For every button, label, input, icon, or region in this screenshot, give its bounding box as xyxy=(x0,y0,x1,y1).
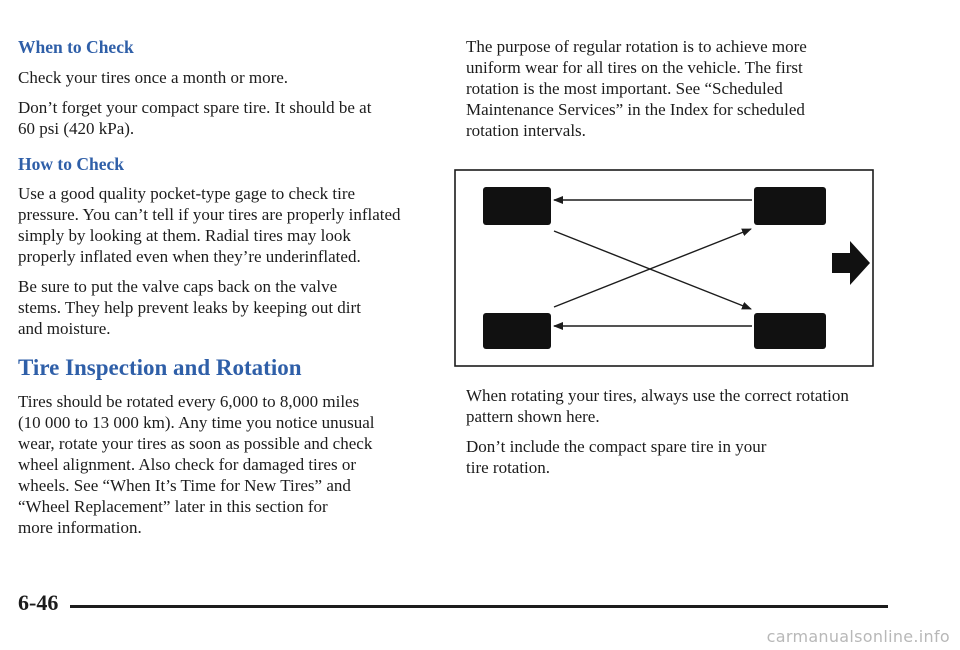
when-p2-line-2: 60 psi (420 kPa). xyxy=(18,119,135,138)
page-footer xyxy=(18,588,888,618)
rotation-paragraph xyxy=(18,391,438,538)
rotating-line-1: When rotating your tires, always use the correct rotation xyxy=(466,386,849,405)
purpose-line-3: rotation is the most important. See “Scheduled xyxy=(466,79,783,98)
purpose-line-2: uniform wear for all tires on the vehicle. The first xyxy=(466,58,803,77)
rotation-line-2: (10 000 to 13 000 km). Any time you notice unusual xyxy=(18,413,375,432)
front-right-tire xyxy=(754,187,826,225)
when-to-check-paragraph-1: Check your tires once a month or more. xyxy=(18,68,289,87)
how-to-check-heading: How to Check xyxy=(18,154,124,174)
spare-paragraph xyxy=(466,436,896,478)
how-p2-line-1: Be sure to put the valve caps back on the valve xyxy=(18,277,338,296)
how-to-check-paragraph-1 xyxy=(18,183,438,267)
how-p1-line-4: properly inflated even when they’re underinflated. xyxy=(18,247,361,266)
when-to-check-paragraph-2 xyxy=(18,97,438,139)
how-p1-line-3: simply by looking at them. Radial tires may look xyxy=(18,226,351,245)
how-p2-line-3: and moisture. xyxy=(18,319,111,338)
right-column xyxy=(466,36,896,478)
rotation-line-5: wheels. See “When It’s Time for New Tires” and xyxy=(18,476,351,495)
watermark: carmanualsonline.info xyxy=(766,627,950,646)
rotation-line-1: Tires should be rotated every 6,000 to 8,000 miles xyxy=(18,392,360,411)
left-column xyxy=(18,30,438,538)
purpose-line-1: The purpose of regular rotation is to achieve more xyxy=(466,37,807,56)
purpose-line-4: Maintenance Services” in the Index for scheduled xyxy=(466,100,805,119)
rotating-line-2: pattern shown here. xyxy=(466,407,600,426)
rotation-line-7: more information. xyxy=(18,518,142,537)
rear-left-tire xyxy=(483,313,551,349)
when-p2-line-1: Don’t forget your compact spare tire. It should be at xyxy=(18,98,372,117)
when-to-check-heading: When to Check xyxy=(18,37,134,57)
tire-inspection-rotation-title: Tire Inspection and Rotation xyxy=(18,355,302,380)
how-p2-line-2: stems. They help prevent leaks by keeping out dirt xyxy=(18,298,361,317)
tire-rotation-diagram xyxy=(454,169,874,367)
spare-line-2: tire rotation. xyxy=(466,458,551,477)
rear-right-tire xyxy=(754,313,826,349)
rotation-line-3: wear, rotate your tires as soon as possible and check xyxy=(18,434,373,453)
how-to-check-paragraph-2 xyxy=(18,276,438,339)
front-left-tire xyxy=(483,187,551,225)
rotation-line-4: wheel alignment. Also check for damaged tires or xyxy=(18,455,356,474)
how-p1-line-1: Use a good quality pocket-type gage to check tire xyxy=(18,184,356,203)
footer-rule xyxy=(70,605,888,608)
spare-line-1: Don’t include the compact spare tire in your xyxy=(466,437,767,456)
rotating-paragraph xyxy=(466,385,896,427)
page-number: 6-46 xyxy=(18,590,59,615)
rotation-pattern-svg xyxy=(454,169,874,367)
how-p1-line-2: pressure. You can’t tell if your tires are properly inflated xyxy=(18,205,401,224)
purpose-line-5: rotation intervals. xyxy=(466,121,586,140)
purpose-paragraph xyxy=(466,36,896,141)
rotation-line-6: “Wheel Replacement” later in this section for xyxy=(18,497,328,516)
